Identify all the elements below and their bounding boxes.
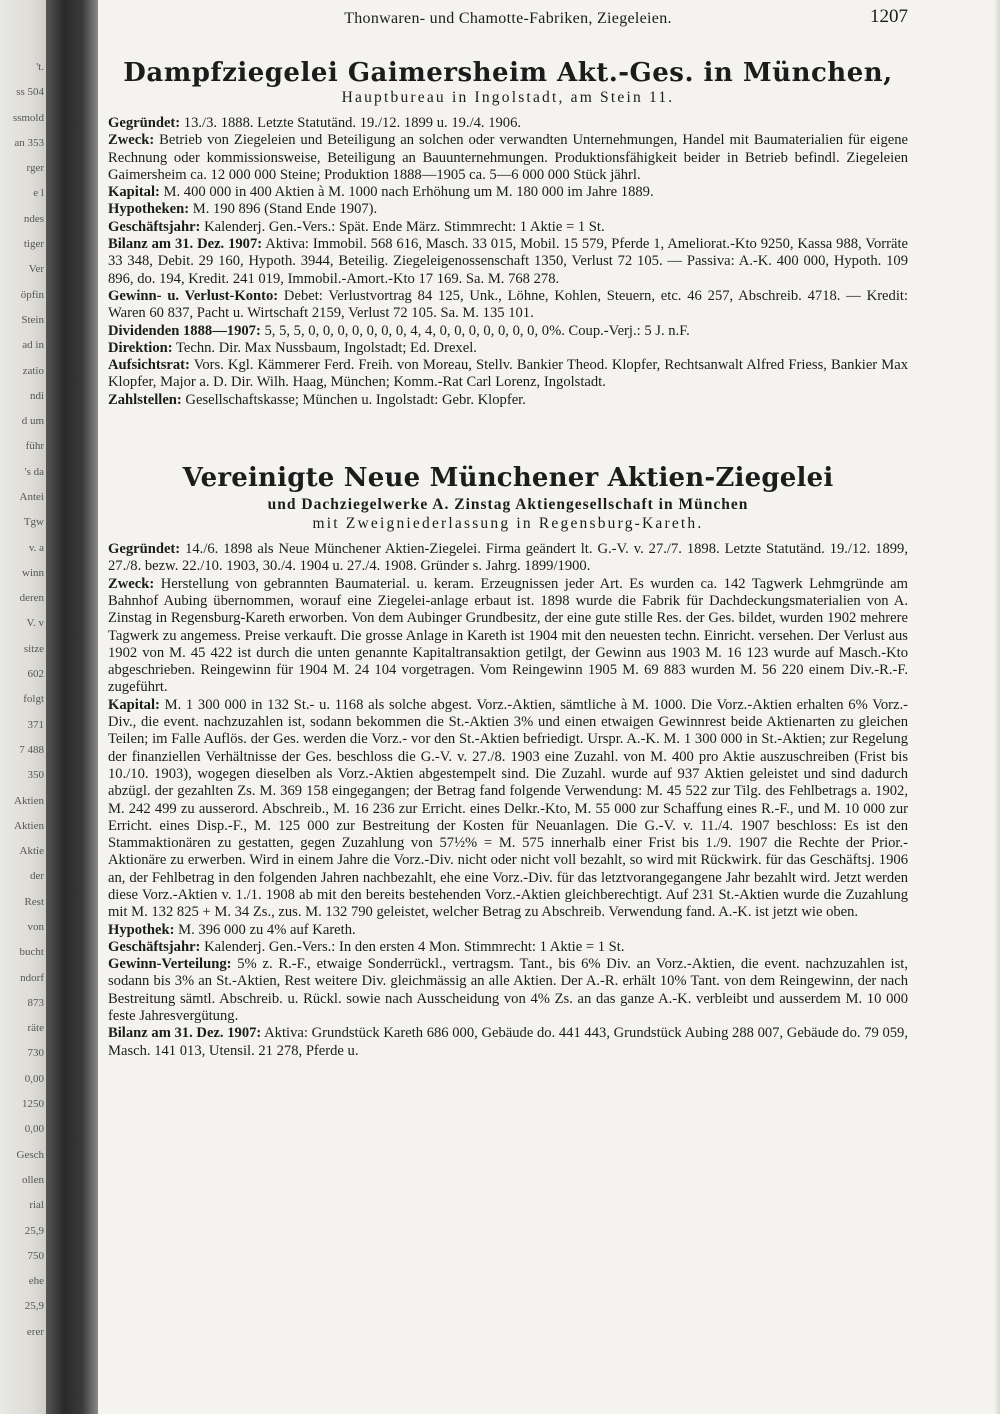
margin-fragment: winn xyxy=(22,567,44,579)
entry-paragraph xyxy=(108,939,908,956)
entry-label: Direktion: xyxy=(108,339,173,356)
company-1-title: Dampfziegelei Gaimersheim Akt.-Ges. in München, xyxy=(123,58,893,88)
margin-fragment: zatio xyxy=(22,365,44,377)
margin-fragment: d um xyxy=(21,415,44,427)
entry-paragraph xyxy=(108,1025,908,1060)
entry-label: Bilanz am 31. Dez. 1907: xyxy=(108,1025,262,1042)
company-1-subtitle: Hauptbureau in Ingolstadt, am Stein 11. xyxy=(341,89,675,106)
margin-fragment: 7 488 xyxy=(19,744,44,756)
margin-fragment: ndorf xyxy=(20,972,44,984)
entry-text: 5% z. R.-F., etwaige Sonderrückl., vertragsm. Tant., bis 6% Div. an Vorz.-Aktien, die event. nachzuzahlen ist, sodann bis 3% an St.-Aktien, Rest weitere Div. gleichmässig an alle Aktien. Der A.-R. erhält 10% Tant. von dem Reingewinn, der nach Bestreitung sämtl. Abschreib. u. Rückl. sowie nach Ausscheidung von 4% Zs. an das ganze A.-K. verbleibt und ausserdem M. 10 000 feste Jahresvergütung. xyxy=(108,956,908,1025)
entry-text: M. 400 000 in 400 Aktien à M. 1000 nach Erhöhung um M. 180 000 im Jahre 1889. xyxy=(159,184,654,201)
entry-text: Gesellschaftskasse; München u. Ingolstadt: Gebr. Klopfer. xyxy=(181,391,526,408)
entry-label: Bilanz am 31. Dez. 1907: xyxy=(108,236,263,253)
entry-paragraph xyxy=(108,184,908,201)
entry-label: Hypotheken: xyxy=(108,201,190,218)
entry-text: Debet: Verlustvortrag 84 125, Unk., Löhne, Kohlen, Steuern, etc. 46 257, Abschreib. 4718. — Kredit: Waren 60 837, Pacht u. Wirtschaft 2159, Verlust 72 105. Sa. M. 135 101. xyxy=(108,287,908,322)
running-head-title: Thonwaren- und Chamotte-Fabriken, Ziegeleien. xyxy=(344,10,672,27)
margin-fragment: räte xyxy=(27,1022,44,1034)
margin-fragment: 602 xyxy=(27,668,44,680)
margin-fragment: 0,00 xyxy=(24,1073,44,1085)
entry-text: Techn. Dir. Max Nussbaum, Ingolstadt; Ed. Drexel. xyxy=(172,339,477,356)
margin-fragment: 1250 xyxy=(22,1098,44,1110)
margin-fragment: sitze xyxy=(23,643,44,655)
entry-text: Herstellung von gebrannten Baumaterial. u. keram. Erzeugnissen jeder Art. Es wurden ca. 142 Tagwerk Lehmgründe am Bahnhof Aubing übernommen, worauf eine Ziegelei-anlage erbaut ist. 1898 wurde die Fabrik für Dachdeckungsmaterialien von A. Zinstag in Regensburg-Kareth erworben. Von dem Aubinger Grundbesitz, der eine gute stille Res. der Ges. bildet, wurden 1902 mehrere Tagwerk zu angemess. Preise verkauft. Die grosse Anlage in Kareth ist 1904 mit den neuesten techn. Einricht. versehen. Der Verlust aus 1902 von M. 45 422 ist durch die unten genannte Kapitaltransaktion getilgt, der Gewinn aus 1903 M. 16 123 wurde auf Masch.-Kto abgeschrieben. Reingewinn für 1904 M. 24 104 vorgetragen. Vom Reingewinn 1905 M. 69 883 wurden M. 56 220 einem Div.-R.-F. zugeführt. xyxy=(108,575,908,696)
entry-label: Gegründet: xyxy=(108,541,181,558)
margin-fragment: Gesch xyxy=(16,1149,44,1161)
margin-fragment: 350 xyxy=(27,769,44,781)
page xyxy=(108,4,908,1060)
margin-fragment: ad in xyxy=(22,339,44,351)
margin-fragment: 730 xyxy=(27,1047,44,1059)
company-1-entries xyxy=(108,115,908,409)
entry-paragraph xyxy=(108,219,908,236)
entry-label: Gegründet: xyxy=(108,115,181,131)
margin-fragment: an 353 xyxy=(14,137,44,149)
margin-fragment: e l xyxy=(33,187,44,199)
margin-fragment: folgt xyxy=(23,693,44,705)
margin-fragment: Rest xyxy=(24,896,44,908)
margin-fragment: rger xyxy=(26,162,44,174)
company-2-subtitle-bold: und Dachziegelwerke A. Zinstag Aktiengesellschaft in München xyxy=(267,496,749,514)
margin-fragment: ollen xyxy=(22,1174,44,1186)
entry-label: Gewinn- u. Verlust-Konto: xyxy=(108,287,279,304)
entry-text: 14./6. 1898 als Neue Münchener Aktien-Ziegelei. Firma geändert lt. G.-V. v. 27./7. 1898. Letzte Statutänd. 19./12. 1899, 27./8. bezw. 22./10. 1903, 30./4. 1904 u. 27./4. 1908. Gründer s. Jahrg. 1899/1900. xyxy=(108,541,908,575)
entry-paragraph xyxy=(108,323,908,340)
entry-paragraph xyxy=(108,697,908,922)
margin-fragment: der xyxy=(29,870,44,882)
margin-fragment: Aktien xyxy=(14,820,44,832)
margin-fragment: 25,9 xyxy=(24,1300,44,1312)
margin-fragment: 873 xyxy=(27,997,44,1009)
margin-fragment: Stein xyxy=(21,314,44,326)
entry-paragraph xyxy=(108,956,908,1025)
margin-fragment: Tgw xyxy=(23,516,44,528)
entry-label: Geschäftsjahr: xyxy=(108,218,201,235)
entry-text: Vors. Kgl. Kämmerer Ferd. Freih. von Moreau, Stellv. Bankier Theod. Klopfer, Rechtsanwalt Alfred Friess, Bankier Max Klopfer, Major a. D. Dir. Wilh. Haag, München; Komm.-Rat Carl Lorenz, Ingolstadt. xyxy=(108,357,908,391)
entry-label: Gewinn-Verteilung: xyxy=(108,956,232,973)
entry-label: Aufsichtsrat: xyxy=(108,357,190,374)
margin-fragment: Ver xyxy=(28,263,44,275)
entry-label: Zahlstellen: xyxy=(108,391,182,408)
entry-paragraph xyxy=(108,541,908,576)
page-number: 1207 xyxy=(870,6,908,27)
margin-fragment: 371 xyxy=(27,719,44,731)
entry-text: Kalenderj. Gen.-Vers.: Spät. Ende März. Stimmrecht: 1 Aktie = 1 St. xyxy=(200,218,605,235)
entry-text: Aktiva: Grundstück Kareth 686 000, Gebäude do. 441 443, Grundstück Aubing 288 007, Gebäude do. 79 059, Masch. 141 013, Utensil. 21 278, Pferde u. xyxy=(108,1025,909,1059)
margin-fragment: v. a xyxy=(28,542,44,554)
entry-paragraph xyxy=(108,288,908,323)
entry-label: Hypothek: xyxy=(108,921,175,938)
page-edge xyxy=(994,0,1000,1414)
margin-fragment: deren xyxy=(19,592,44,604)
margin-fragment: von xyxy=(27,921,44,933)
margin-fragment: ss 504 xyxy=(16,86,44,98)
entry-label: Geschäftsjahr: xyxy=(108,938,201,955)
binding-fold-shadow xyxy=(46,0,98,1414)
company-2-entries xyxy=(108,541,908,1060)
margin-fragment: ndes xyxy=(23,213,44,225)
entry-label: Kapital: xyxy=(108,696,160,713)
margin-fragment: tiger xyxy=(23,238,44,250)
entry-text: 13./3. 1888. Letzte Statutänd. 19./12. 1899 u. 19./4. 1906. xyxy=(180,115,522,131)
entry-label: Kapital: xyxy=(108,184,160,201)
margin-fragment: Aktie xyxy=(19,845,44,857)
margin-fragment: V. v xyxy=(26,617,44,629)
company-2-subtitle: mit Zweigniederlassung in Regensburg-Kareth. xyxy=(312,515,704,533)
entry-paragraph xyxy=(108,201,908,218)
margin-fragment: ehe xyxy=(28,1275,44,1287)
margin-fragment: 's da xyxy=(24,466,44,478)
margin-fragment: öpfin xyxy=(20,289,44,301)
margin-fragment: 't. xyxy=(36,61,44,73)
margin-fragment: Antei xyxy=(19,491,44,503)
margin-fragment: 750 xyxy=(27,1250,44,1262)
margin-fragment: ndi xyxy=(29,390,44,402)
entry-paragraph xyxy=(108,236,908,288)
entry-paragraph xyxy=(108,132,908,184)
company-2-title: Vereinigte Neue Münchener Aktien-Ziegelei xyxy=(182,463,834,494)
entry-paragraph xyxy=(108,115,908,132)
entry-label: Zweck: xyxy=(108,575,155,592)
entry-text: Kalenderj. Gen.-Vers.: In den ersten 4 Mon. Stimmrecht: 1 Aktie = 1 St. xyxy=(200,938,625,955)
margin-fragment: Aktien xyxy=(14,795,44,807)
entry-paragraph xyxy=(108,576,908,697)
margin-fragment: bucht xyxy=(19,946,44,958)
entry-text: Betrieb von Ziegeleien und Beteiligung an solchen oder verwandten Unternehmungen, Handel mit Baumaterialien für eigene Rechnung oder kommissionsweise, Beteiligung an Bauunternehmungen. Produktionsfähigkeit beider in Betrieb befindl. Ziegeleien Gaimersheim ca. 12 000 000 Steine; Produktion 1888—1905 ca. 5—6 000 000 Stück jährl. xyxy=(108,132,908,183)
entry-text: M. 190 896 (Stand Ende 1907). xyxy=(189,201,378,218)
entry-paragraph xyxy=(108,922,908,939)
margin-fragment: ssmold xyxy=(12,112,44,124)
margin-fragment: rial xyxy=(29,1199,44,1211)
margin-fragment: 0,00 xyxy=(24,1123,44,1135)
entry-paragraph xyxy=(108,357,908,392)
entry-text: 5, 5, 5, 0, 0, 0, 0, 0, 0, 0, 4, 4, 0, 0, 0, 0, 0, 0, 0, 0%. Coup.-Verj.: 5 J. n.F. xyxy=(260,322,690,339)
margin-fragment: erer xyxy=(26,1326,44,1338)
margin-fragment: 25,9 xyxy=(24,1225,44,1237)
entry-text: M. 396 000 zu 4% auf Kareth. xyxy=(174,921,356,938)
entry-text: M. 1 300 000 in 132 St.- u. 1168 als solche abgest. Vorz.-Aktien, sämtliche à M. 1000. Die Vorz.-Aktien erhalten 6% Vorz.-Div., die event. nachzuzahlen ist, sodann bekommen die St.-Aktien 3% und einen etwaigen Gewinnrest beide Aktienarten zu gleichen Teilen; im Falle Auflös. der Ges. werden die Vorz.- vor den St.-Aktien befriedigt. Urspr. A.-K. M. 1 300 000 in St.-Aktien; zur Regelung der finanziellen Verhältnisse der Ges. beschloss die G.-V. v. 27./8. 1903 eine Zuzahl. von M. 400 pro Aktie auszuschreiben (Frist bis 10./10. 1903), wogegen dieselben als Vorz.-Aktien abgestempelt sind. Die Zuzahl. wurde auf 937 Aktien geleistet und sind dadurch abzügl. der gezahlten Zs. M. 369 158 eingegangen; der Betrag fand folgende Verwendung: M. 45 522 zur Tilg. des Fehlbetrags a. 1902, M. 242 499 zu ausserord. Abschreib., M. 16 236 zur Erricht. eines Delkr.-Kto, M. 55 000 zur Schaffung eines R.-F., und M. 10 000 zur Erricht. eines Disp.-F., M. 125 000 zur Bestreitung der Kosten für Neuanlagen. Die G.-V. v. 11./4. 1907 beschloss: Es ist den Stammaktionären zu gestatten, gegen Zuzahlung von 57½% = M. 575 innerhalb einer Frist bis 1./9. 1907 die Rechte der Prior.-Aktionäre zu erwerben. Wird in einem Jahre die Vorz.-Div. nicht oder nicht voll bezahlt, so wird mit Rückwirk. für das Geschäftsj. 1906 an, der Fehlbetrag in den folgenden Jahren nachbezahlt, ehe eine Vorz.-Div. für das letztvorangegangene Jahr bezahlt wird. Jetzt werden diese Vorz.-Aktien v. 1./1. 1908 ab mit den bereits bestehenden Vorz.-Aktien gleichberechtigt. Auf 231 St.-Aktien wurde die Zuzahlung mit M. 132 825 + M. 34 Zs., zus. M. 132 790 geleistet, welcher Betrag zu Abschreib. Verwendung fand. A.-K. ist jetzt wie oben. xyxy=(108,696,908,921)
entry-label: Zweck: xyxy=(108,132,155,149)
running-head xyxy=(108,4,908,30)
entry-text: Aktiva: Immobil. 568 616, Masch. 33 015, Mobil. 15 579, Pferde 1, Ameliorat.-Kto 9250, Kassa 988, Vorräte 33 348, Debit. 29 160, Hypoth. 3944, Beteilig. Ziegeleigenossenschaft 1350, Verlust 72 105. — Passiva: A.-K. 400 000, Hypoth. 109 896, do. 194, Kredit. 241 019, Immobil.-Amort.-Kto 17 169. Sa. M. 768 278. xyxy=(108,236,908,287)
entry-label: Dividenden 1888—1907: xyxy=(108,322,261,339)
entry-paragraph xyxy=(108,392,908,409)
entry-paragraph xyxy=(108,340,908,357)
margin-fragment: führ xyxy=(25,440,44,452)
